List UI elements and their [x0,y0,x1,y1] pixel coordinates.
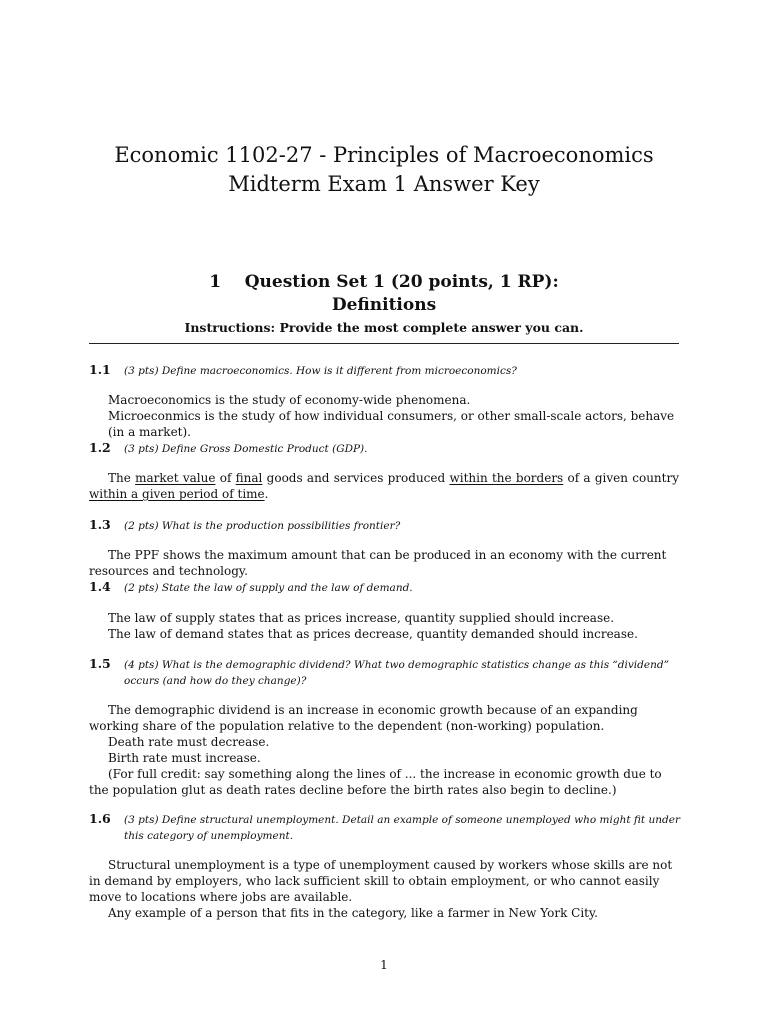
question-number: 1.5 [89,656,111,671]
page-number: 1 [380,958,388,972]
answer-line: Death rate must decrease. [108,735,270,749]
question-prompt: (4 pts) What is the demographic dividend? What two demographic statistics change as this “dividend” occurs (and how do they change)? [124,659,669,687]
question-prompt: (3 pts) Define structural unemployment. Detail an example of someone unemployed who might fit under this category of unemployment. [124,814,680,842]
question-prompt: (3 pts) Define macroeconomics. How is it different from microeconomics? [124,365,517,377]
section-subheading: Definitions [331,295,437,315]
document-title-line2: Midterm Exam 1 Answer Key [228,172,540,196]
question-prompt: (2 pts) What is the production possibilities frontier? [124,520,401,532]
answer-line: Microeconmics is the study of how individual consumers, or other small-scale actors, behave (in a market). [108,409,675,439]
answer-term-underlined: market value [135,471,216,485]
horizontal-rule [89,343,679,344]
answer [89,857,679,921]
question-number: 1.1 [89,362,111,377]
answer [89,610,679,642]
answer [89,392,679,440]
question-number: 1.4 [89,579,111,594]
answer-text: of [215,471,236,485]
document-title-line1: Economic 1102-27 - Principles of Macroeconomics [114,143,654,167]
question-number: 1.6 [89,811,111,826]
instructions: Instructions: Provide the most complete answer you can. [184,320,584,335]
answer-line: Macroeconomics is the study of economy-wide phenomena. [108,393,471,407]
answer-paragraph [89,470,679,502]
section-heading: 1 Question Set 1 (20 points, 1 RP): [209,272,559,292]
answer-line: The law of demand states that as prices decrease, quantity demanded should increase. [108,627,638,641]
question-prompt: (3 pts) Define Gross Domestic Product (GDP). [124,443,368,455]
answer-term-underlined: within the borders [449,471,564,485]
answer-term-underlined: within a given period of time [89,487,265,501]
answer-term-underlined: final [235,471,263,485]
answer [89,702,679,798]
answer-paragraph: The PPF shows the maximum amount that can be produced in an economy with the current resources and technology. [89,548,667,578]
answer-paragraph: Structural unemployment is a type of unemployment caused by workers whose skills are not in demand by employers, who lack sufficient skill to obtain employment, or who cannot easily move to locations where jobs are available. [89,858,673,904]
answer-paragraph: (For full credit: say something along the lines of ... the increase in economic growth due to the population glut as death rates decline before the birth rates also begin to decline.) [89,767,662,797]
answer [89,470,679,502]
answer-text: of a given country [563,471,679,485]
question-prompt: (2 pts) State the law of supply and the law of demand. [124,582,413,594]
answer [89,547,679,579]
answer-paragraph: The demographic dividend is an increase in economic growth because of an expanding working share of the population relative to the dependent (non-working) population. [89,703,638,733]
question-number: 1.3 [89,517,111,532]
answer-line: Birth rate must increase. [108,751,261,765]
answer-text: . [264,487,269,501]
answer-text: goods and services produced [262,471,450,485]
answer-text: The [108,471,136,485]
answer-line: The law of supply states that as prices increase, quantity supplied should increase. [108,611,615,625]
answer-line: Any example of a person that fits in the category, like a farmer in New York City. [108,906,598,920]
question-number: 1.2 [89,440,111,455]
